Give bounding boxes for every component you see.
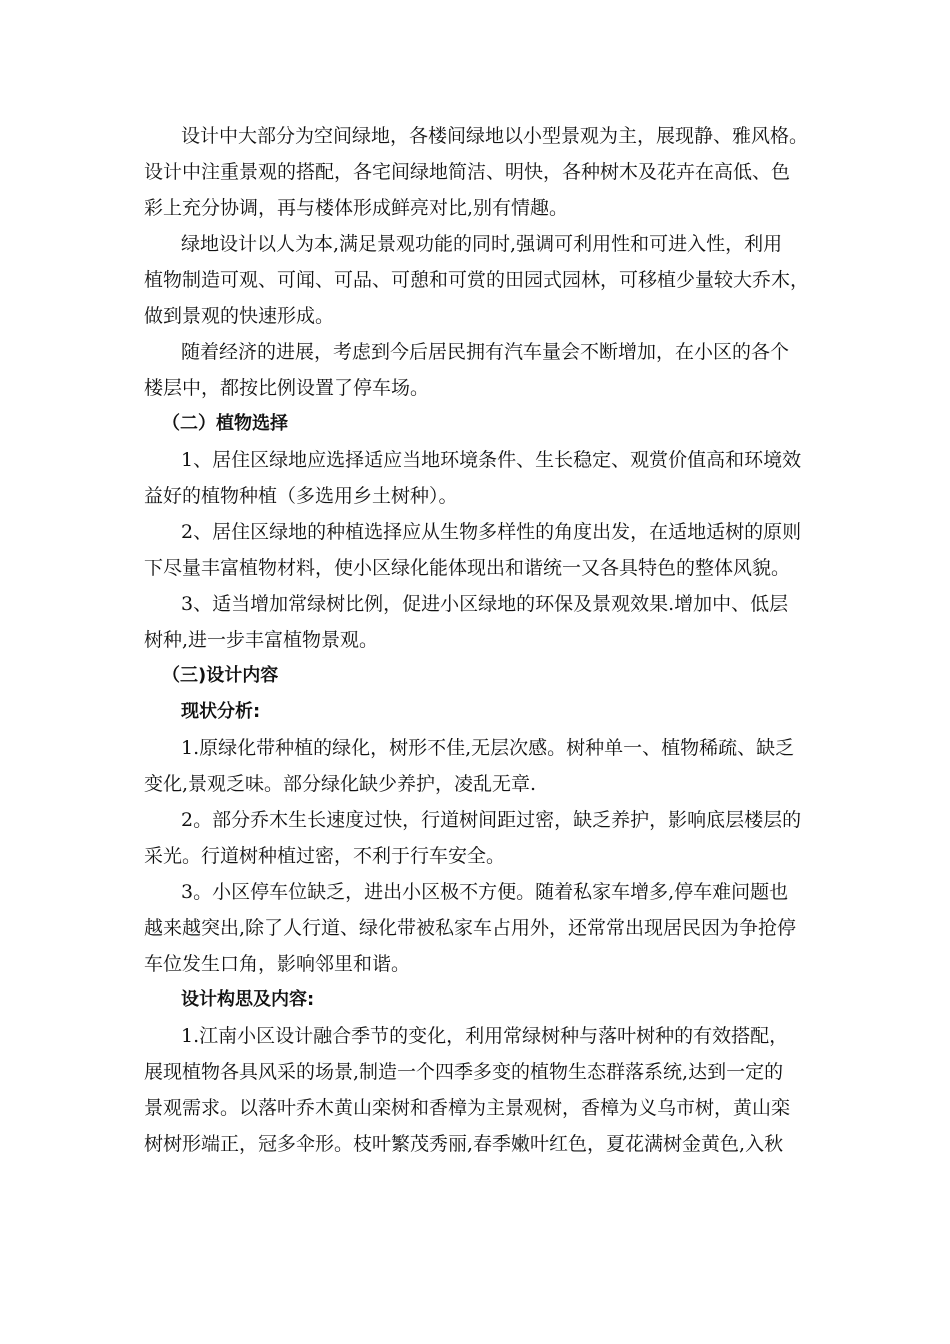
- paragraph-line: 随着经济的进展，考虑到今后居民拥有汽车量会不断增加，在小区的各个: [181, 341, 790, 363]
- paragraph-line: 1、居住区绿地应选择适应当地环境条件、生长稳定、观赏价值高和环境效: [181, 449, 802, 471]
- subsection-heading: 设计构思及内容:: [181, 989, 315, 1010]
- paragraph-line: 越来越突出,除了人行道、绿化带被私家车占用外，还常常出现居民因为争抢停: [144, 917, 797, 939]
- paragraph-line: 植物制造可观、可闻、可品、可憩和可赏的田园式园林，可移植少量较大乔木，: [144, 269, 810, 291]
- paragraph-line: 彩上充分协调，再与楼体形成鲜亮对比,别有情趣。: [144, 197, 569, 219]
- paragraph-line: 楼层中，都按比例设置了停车场。: [144, 377, 430, 399]
- paragraph-line: 车位发生口角，影响邻里和谐。: [144, 953, 411, 975]
- paragraph-line: 树种,进一步丰富植物景观。: [144, 629, 379, 651]
- paragraph-line: 3。小区停车位缺乏，进出小区极不方便。随着私家车增多,停车难问题也: [181, 881, 789, 903]
- paragraph-line: 3、适当增加常绿树比例，促进小区绿地的环保及景观效果.增加中、低层: [181, 593, 789, 615]
- paragraph-line: 树树形端正，冠多伞形。枝叶繁茂秀丽,春季嫩叶红色，夏花满树金黄色,入秋: [144, 1133, 784, 1155]
- document-body: [144, 118, 810, 1162]
- section-heading: （二）植物选择: [162, 413, 288, 434]
- subsection-heading: 现状分析:: [181, 701, 261, 722]
- paragraph-line: 设计中大部分为空间绿地，各楼间绿地以小型景观为主，展现静、雅风格。: [181, 125, 809, 147]
- paragraph-line: 2、居住区绿地的种植选择应从生物多样性的角度出发，在适地适树的原则: [181, 521, 802, 543]
- paragraph-line: 展现植物各具风采的场景,制造一个四季多变的植物生态群落系统,达到一定的: [144, 1061, 784, 1083]
- paragraph-line: 益好的植物种植（多选用乡土树种）。: [144, 485, 458, 507]
- paragraph-line: 1.原绿化带种植的绿化，树形不佳,无层次感。树种单一、植物稀疏、缺乏: [181, 737, 795, 759]
- paragraph-line: 2。部分乔木生长速度过快，行道树间距过密，缺乏养护，影响底层楼层的: [181, 809, 802, 831]
- section-heading: （三)设计内容: [162, 665, 279, 686]
- paragraph-line: 景观需求。以落叶乔木黄山栾树和香樟为主景观树，香樟为义乌市树，黄山栾: [144, 1097, 791, 1119]
- paragraph-line: 采光。行道树种植过密，不利于行车安全。: [144, 845, 506, 867]
- paragraph-line: 绿地设计以人为本,满足景观功能的同时,强调可利用性和可进入性，利用: [181, 233, 783, 255]
- paragraph-line: 设计中注重景观的搭配，各宅间绿地简洁、明快，各种树木及花卉在高低、色: [144, 161, 791, 183]
- paragraph-line: 下尽量丰富植物材料，使小区绿化能体现出和谐统一又各具特色的整体风貌。: [144, 557, 791, 579]
- paragraph-line: 做到景观的快速形成。: [144, 305, 335, 327]
- paragraph-line: 变化,景观乏味。部分绿化缺少养护，凌乱无章.: [144, 773, 537, 795]
- paragraph-line: 1.江南小区设计融合季节的变化，利用常绿树种与落叶树种的有效搭配，: [181, 1025, 789, 1047]
